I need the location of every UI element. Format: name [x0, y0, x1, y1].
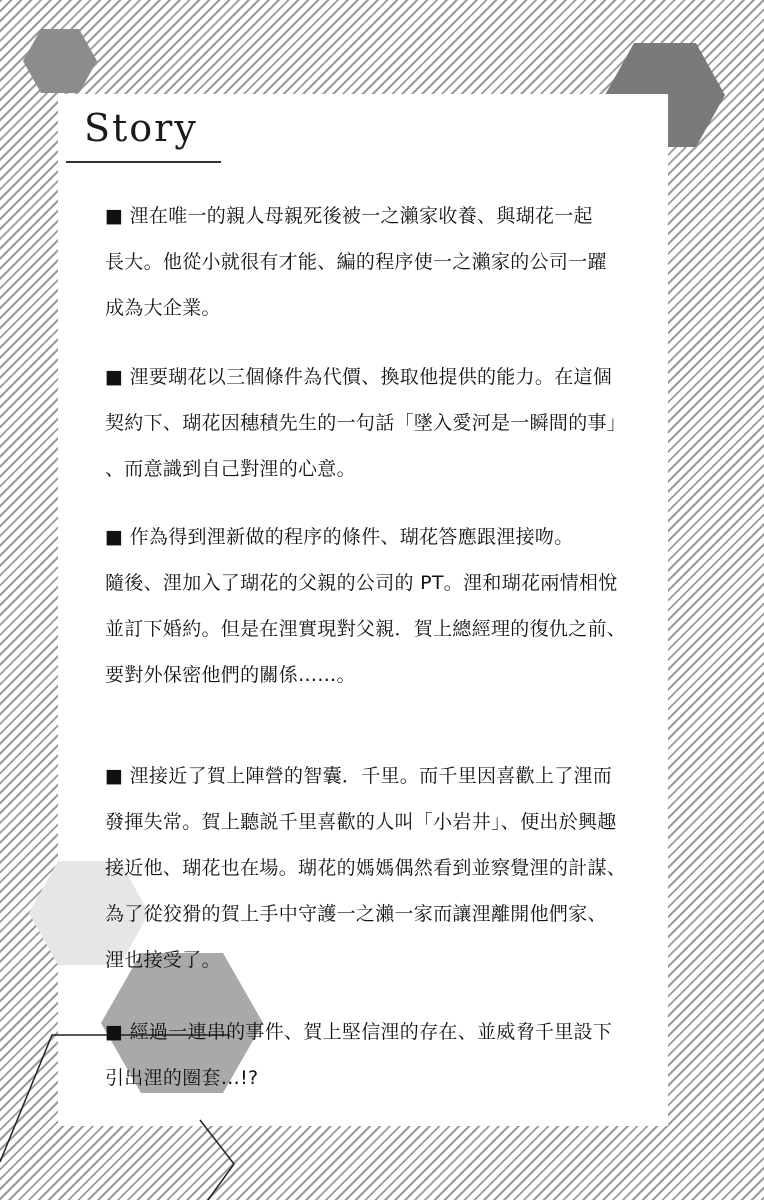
paragraph-line: 引出浬的圈套…!? — [105, 1067, 259, 1089]
paragraph-line: 要對外保密他們的關係……。 — [105, 664, 356, 686]
paragraph-line: 長大。他從小就很有才能、編的程序使一之瀨家的公司一躍 — [105, 251, 607, 273]
paragraph-line: ■ 浬在唯一的親人母親死後被一之瀨家收養、與瑚花一起 — [105, 193, 645, 239]
paragraph-line: 浬也接受了。 — [105, 949, 221, 971]
story-paragraph-5 — [105, 1009, 645, 1101]
story-paragraph-1 — [105, 193, 645, 331]
paragraph-line: ■ 浬接近了賀上陣營的智囊．千里。而千里因喜歡上了浬而 — [105, 753, 645, 799]
paragraph-line: 、而意識到自己對浬的心意。 — [105, 458, 356, 480]
paragraph-line: ■ 作為得到浬新做的程序的條件、瑚花答應跟浬接吻。 — [105, 514, 645, 560]
paragraph-line: 為了從狡猾的賀上手中守護一之瀨一家而讓浬離開他們家、 — [105, 903, 607, 925]
hexagon-top-left-decoration — [22, 28, 98, 94]
paragraph-line: 並訂下婚約。但是在浬實現對父親．賀上總經理的復仇之前、 — [105, 618, 627, 640]
story-paragraph-4 — [105, 753, 645, 983]
story-heading: Story — [84, 106, 198, 150]
paragraph-line: 隨後、浬加入了瑚花的父親的公司的 PT。浬和瑚花兩情相悅 — [105, 572, 618, 594]
heading-underline — [66, 161, 221, 163]
story-paragraph-2 — [105, 354, 645, 492]
paragraph-line: 接近他、瑚花也在場。瑚花的媽媽偶然看到並察覺浬的計謀、 — [105, 857, 627, 879]
paragraph-line: 發揮失常。賀上聽説千里喜歡的人叫「小岩井」、便出於興趣 — [105, 811, 617, 833]
paragraph-line: ■ 浬要瑚花以三個條件為代價、換取他提供的能力。在這個 — [105, 354, 645, 400]
story-paragraph-3 — [105, 514, 645, 698]
paragraph-line: 成為大企業。 — [105, 297, 221, 319]
paragraph-line: ■ 經過一連串的事件、賀上堅信浬的存在、並威脅千里設下 — [105, 1009, 645, 1055]
paragraph-line: 契約下、瑚花因穗積先生的一句話「墜入愛河是一瞬間的事」 — [105, 412, 627, 434]
